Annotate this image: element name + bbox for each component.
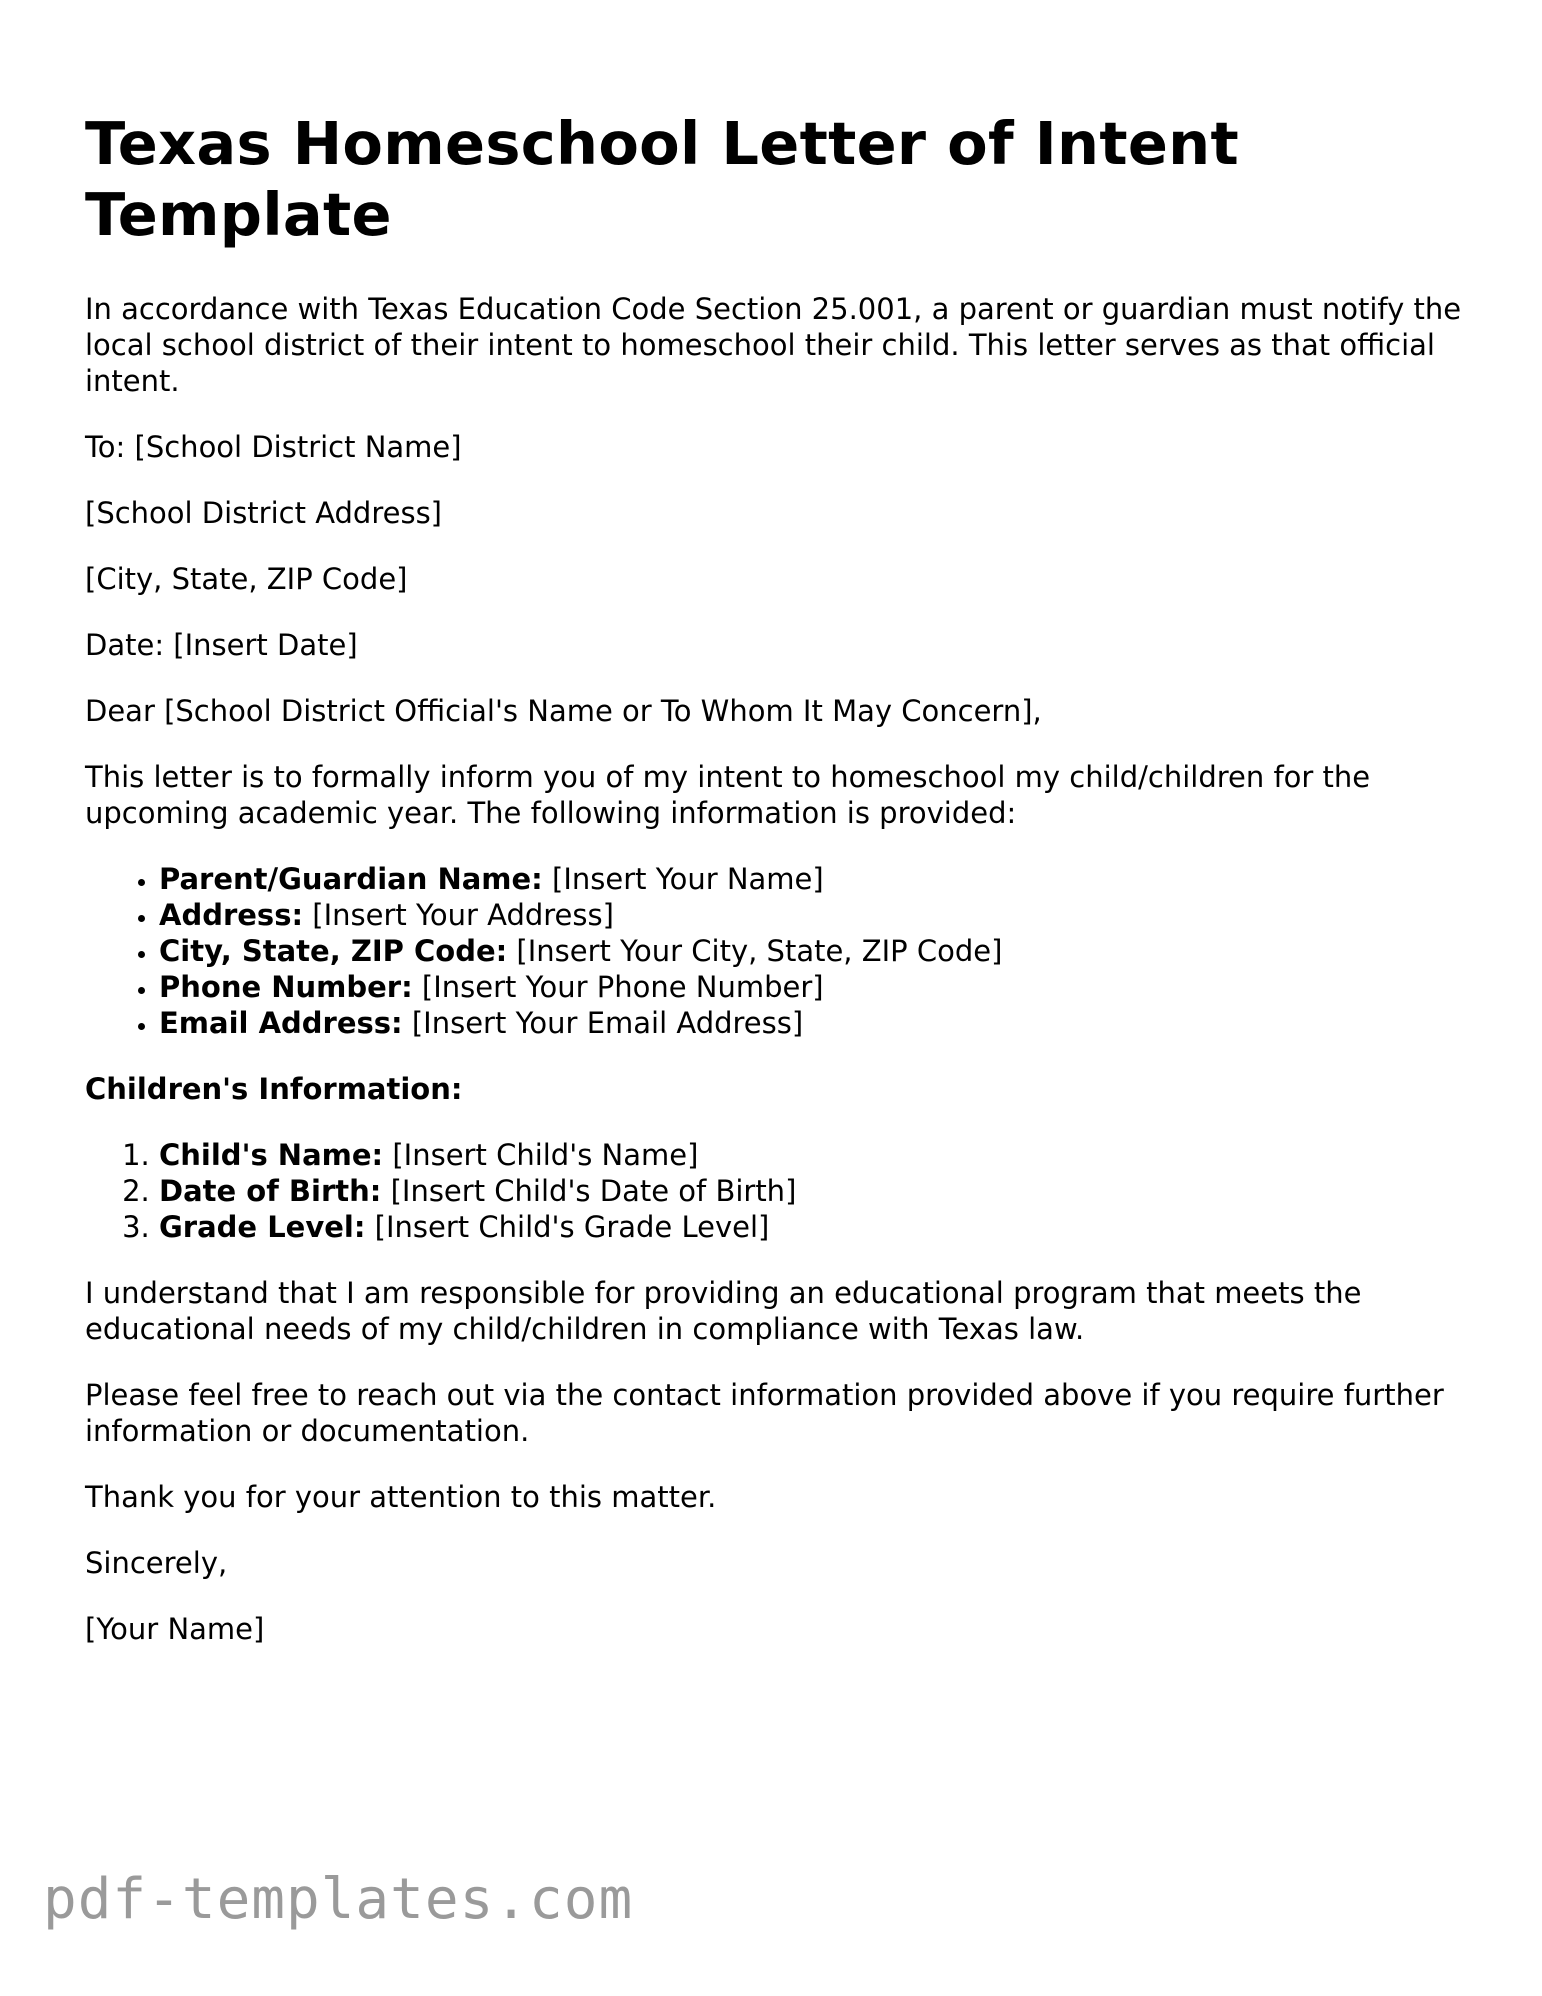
- field-value: [Insert Your Phone Number]: [412, 970, 824, 1004]
- field-label: Grade Level:: [159, 1210, 366, 1244]
- field-value: [Insert Your City, State, ZIP Code]: [507, 934, 1003, 968]
- field-value: [Insert Child's Name]: [383, 1138, 699, 1172]
- field-value: [Insert Your Name]: [542, 862, 824, 896]
- list-item: [159, 1005, 1465, 1041]
- district-address: [School District Address]: [85, 496, 442, 530]
- list-item: [159, 897, 1465, 933]
- field-value: [Insert Your Email Address]: [402, 1006, 804, 1040]
- field-label: Email Address:: [159, 1006, 403, 1040]
- date-line: Date: [Insert Date]: [85, 628, 358, 662]
- field-label: Phone Number:: [159, 970, 413, 1004]
- field-label: Date of Birth:: [159, 1174, 382, 1208]
- list-item: [159, 861, 1465, 897]
- field-label: City, State, ZIP Code:: [159, 934, 508, 968]
- list-item: [159, 969, 1465, 1005]
- list-item: [159, 1137, 1465, 1173]
- field-label: Address:: [159, 898, 304, 932]
- parent-info-list: [85, 861, 1465, 1041]
- to-line: To: [School District Name]: [85, 430, 462, 464]
- thanks-paragraph: Thank you for your attention to this matter.: [85, 1480, 717, 1514]
- closing: Sincerely,: [85, 1546, 228, 1580]
- field-label: Child's Name:: [159, 1138, 384, 1172]
- watermark: pdf-templates.com: [43, 1867, 634, 1932]
- contact-paragraph: Please feel free to reach out via the contact information provided above if you require further information or documentation.: [85, 1378, 1444, 1448]
- document-title: Texas Homeschool Letter of Intent Template: [85, 109, 1239, 249]
- city-state-zip: [City, State, ZIP Code]: [85, 562, 408, 596]
- field-value: [Insert Your Address]: [303, 898, 614, 932]
- field-value: [Insert Child's Date of Birth]: [381, 1174, 797, 1208]
- letter-body: [85, 291, 1465, 1677]
- responsibility-paragraph: I understand that I am responsible for providing an educational program that meets the educational needs of my child/children in compliance with Texas law.: [85, 1276, 1362, 1346]
- children-heading: [85, 1071, 1465, 1107]
- field-label: Parent/Guardian Name:: [159, 862, 543, 896]
- list-item: [159, 1209, 1465, 1245]
- signature-placeholder: [Your Name]: [85, 1612, 265, 1646]
- salutation: Dear [School District Official's Name or To Whom It May Concern],: [85, 694, 1042, 728]
- children-heading-text: Children's Information:: [85, 1072, 463, 1106]
- purpose-paragraph: This letter is to formally inform you of my intent to homeschool my child/children for the upcoming academic year. The following information is provided:: [85, 760, 1371, 830]
- field-value: [Insert Child's Grade Level]: [365, 1210, 770, 1244]
- intro-paragraph: In accordance with Texas Education Code Section 25.001, a parent or guardian must notify the local school district of their intent to homeschool their child. This letter serves as that official intent.: [85, 292, 1462, 398]
- children-info-list: [85, 1137, 1465, 1245]
- list-item: [159, 1173, 1465, 1209]
- list-item: [159, 933, 1465, 969]
